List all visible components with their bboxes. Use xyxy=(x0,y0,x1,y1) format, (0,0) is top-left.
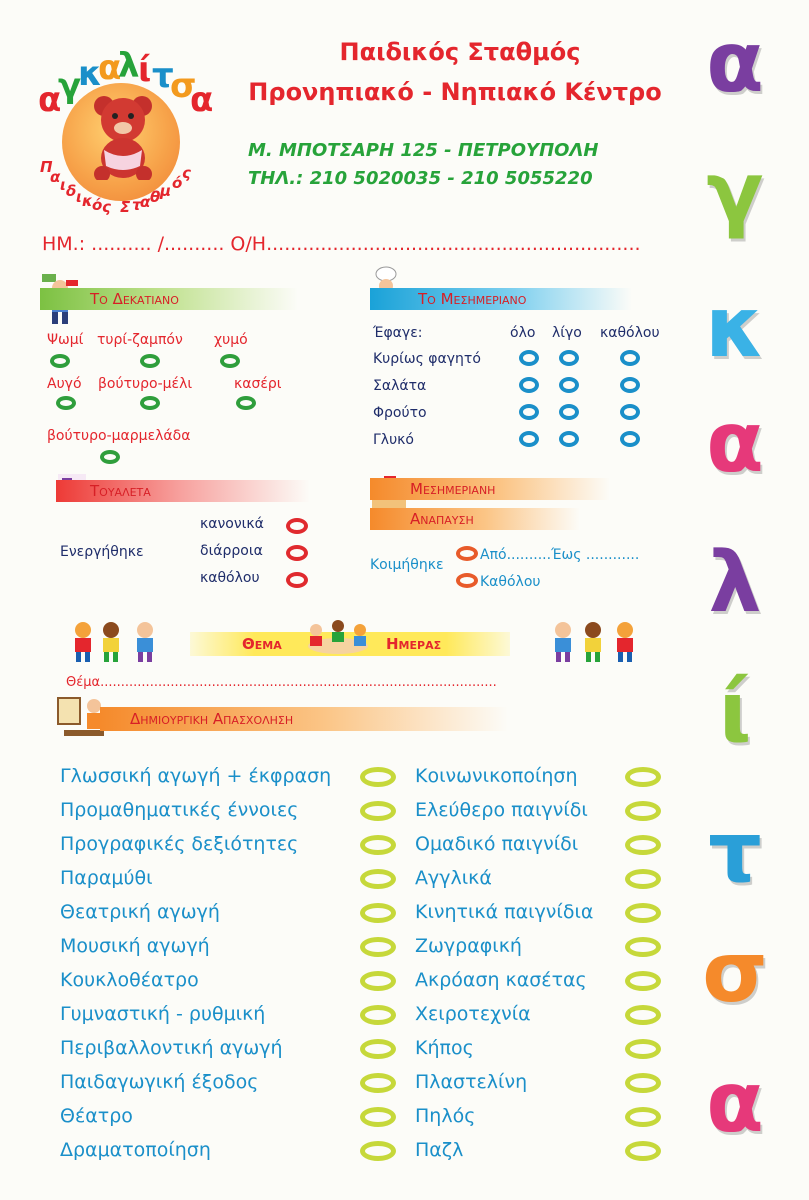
logo-sub-letter: ς xyxy=(102,198,111,216)
anapafsi-option-katholou: Καθόλου xyxy=(480,574,541,590)
logo-letter: ί xyxy=(138,50,152,90)
side-letter: α xyxy=(706,393,764,491)
thema-title-a: Θεμα xyxy=(242,635,282,653)
mesimeriano-check-frouto-ligo[interactable] xyxy=(559,404,579,420)
toualeta-option-katholou: καθόλου xyxy=(200,570,260,586)
mesimeriano-row-salata: Σαλάτα xyxy=(373,378,427,394)
activity-left-4: Θεατρική αγωγή xyxy=(60,901,220,923)
mesimeriano-title-band xyxy=(370,288,632,310)
activity-right-6: Ακρόαση κασέτας xyxy=(415,969,587,991)
dekatiano-check-xymo[interactable] xyxy=(220,354,240,368)
activity-left-6-check[interactable] xyxy=(360,971,396,991)
mesimeriano-row-frouto: Φρούτο xyxy=(373,405,427,421)
dekatiano-check-psomi[interactable] xyxy=(50,354,70,368)
dimiourgiki-title: Δημιουργικη Απασχοληση xyxy=(130,710,294,728)
side-letter: α xyxy=(706,13,764,111)
logo-letter: γ xyxy=(58,66,82,106)
activity-right-4-check[interactable] xyxy=(625,903,661,923)
logo-sub-letter: ς xyxy=(182,164,191,182)
teddy-bear-icon xyxy=(90,92,156,180)
side-letter: τ xyxy=(708,803,762,901)
logo-sub-letter: θ xyxy=(150,188,161,206)
activity-right-7-check[interactable] xyxy=(625,1005,661,1025)
thema-line[interactable]: Θέμα................................................................................................ xyxy=(66,675,497,690)
kid-icon xyxy=(68,620,98,664)
mesimeriano-ate-label: Έφαγε: xyxy=(373,325,423,341)
logo-letter: α xyxy=(190,80,214,120)
logo-letter: λ xyxy=(118,46,140,86)
side-letter: κ xyxy=(705,278,765,376)
dekatiano-check-voutyro-meli[interactable] xyxy=(140,396,160,410)
activity-left-4-check[interactable] xyxy=(360,903,396,923)
toualeta-option-kanonika: κανονικά xyxy=(200,516,264,532)
activity-right-3-check[interactable] xyxy=(625,869,661,889)
logo-sub-letter: ι xyxy=(76,188,82,206)
logo-letter: σ xyxy=(170,66,197,106)
mesimeriano-row-glyko: Γλυκό xyxy=(373,432,415,448)
dekatiano-check-voutyro-marmelada[interactable] xyxy=(100,450,120,464)
logo-sub-letter: α xyxy=(140,193,151,211)
activity-right-7: Χειροτεχνία xyxy=(415,1003,531,1025)
activity-right-11: Παζλ xyxy=(415,1139,464,1161)
dekatiano-title-band xyxy=(40,288,298,310)
logo-letter: α xyxy=(38,80,62,120)
kids-at-table-icon xyxy=(298,614,378,662)
logo-sub-letter: δ xyxy=(66,182,77,200)
mesimeriano-row-kyrios: Κυρίως φαγητό xyxy=(373,351,481,367)
side-letter: γ xyxy=(706,143,764,241)
activity-right-11-check[interactable] xyxy=(625,1141,661,1161)
activity-right-10: Πηλός xyxy=(415,1105,476,1127)
logo-sub-letter: α xyxy=(50,168,61,186)
activity-left-5-check[interactable] xyxy=(360,937,396,957)
dekatiano-item-xymo: χυμό xyxy=(214,332,248,348)
dekatiano-check-avgo[interactable] xyxy=(56,396,76,410)
date-line[interactable]: ΗΜ.: .......... /.......... Ο/Η.............................................................. xyxy=(42,233,641,255)
activity-left-8: Περιβαλλοντική αγωγή xyxy=(60,1037,283,1059)
toualeta-check-diarroia[interactable] xyxy=(286,545,308,561)
activity-left-3-check[interactable] xyxy=(360,869,396,889)
logo-sub-letter: μ xyxy=(160,182,172,200)
mesimeriano-check-kyrios-ligo[interactable] xyxy=(559,350,579,366)
activity-left-2: Προγραφικές δεξιότητες xyxy=(60,833,299,855)
side-letter: ί xyxy=(718,663,752,761)
mesimeriano-check-salata-katholou[interactable] xyxy=(620,377,640,393)
dekatiano-item-tyri-zampon: τυρί-ζαμπόν xyxy=(97,332,183,348)
logo-sub-letter: ό xyxy=(172,174,183,192)
activity-left-6: Κουκλοθέατρο xyxy=(60,969,199,991)
logo-letter: α xyxy=(98,48,122,88)
mesimeriano-check-frouto-olo[interactable] xyxy=(519,404,539,420)
activity-left-1: Προμαθηματικές έννοιες xyxy=(60,799,299,821)
activity-right-10-check[interactable] xyxy=(625,1107,661,1127)
toualeta-title: Τουαλετα xyxy=(90,482,151,500)
mesimeriano-check-glyko-ligo[interactable] xyxy=(559,431,579,447)
activity-right-6-check[interactable] xyxy=(625,971,661,991)
logo-sub-letter: τ xyxy=(132,196,142,214)
mesimeriano-title: Το Μεσημεριανο xyxy=(418,290,527,308)
activity-right-8-check[interactable] xyxy=(625,1039,661,1059)
toualeta-option-diarroia: διάρροια xyxy=(200,543,263,559)
activity-right-2: Ομαδικό παιγνίδι xyxy=(415,833,579,855)
header-address: Μ. ΜΠΟΤΣΑΡΗ 125 - ΠΕΤΡΟΥΠΟΛΗ xyxy=(248,140,599,161)
logo-sub-letter: Σ xyxy=(120,198,131,216)
logo-sub-letter: κ xyxy=(82,192,93,210)
activity-right-2-check[interactable] xyxy=(625,835,661,855)
header-title-line2: Προνηπιακό - Νηπιακό Κέντρο xyxy=(248,78,662,106)
toualeta-label: Ενεργήθηκε xyxy=(60,544,144,560)
logo-sub-letter: ι xyxy=(60,176,66,194)
kid-icon xyxy=(548,620,578,664)
side-letter: λ xyxy=(708,533,762,631)
kid-icon xyxy=(610,620,640,664)
dekatiano-title: Το Δεκατιανο xyxy=(90,290,179,308)
activity-right-4: Κινητικά παιγνίδια xyxy=(415,901,594,923)
activity-left-11: Δραματοποίηση xyxy=(60,1139,211,1161)
dekatiano-item-avgo: Αυγό xyxy=(47,376,82,392)
mesimeriano-col-ligo: λίγο xyxy=(552,325,582,341)
dekatiano-item-voutyro-meli: βούτυρο-μέλι xyxy=(98,376,193,392)
anapafsi-title-band-2 xyxy=(370,508,580,530)
anapafsi-check-apo[interactable] xyxy=(456,546,478,561)
activity-right-9: Πλαστελίνη xyxy=(415,1071,528,1093)
mesimeriano-check-glyko-olo[interactable] xyxy=(519,431,539,447)
activity-left-8-check[interactable] xyxy=(360,1039,396,1059)
activity-right-0: Κοινωνικοποίηση xyxy=(415,765,578,787)
activity-right-8: Κήπος xyxy=(415,1037,474,1059)
kid-icon xyxy=(96,620,126,664)
activity-left-5: Μουσική αγωγή xyxy=(60,935,210,957)
activity-right-5: Ζωγραφική xyxy=(415,935,522,957)
activity-left-11-check[interactable] xyxy=(360,1141,396,1161)
dimiourgiki-title-band xyxy=(100,707,508,731)
anapafsi-title-line2: Αναπαυση xyxy=(410,510,474,528)
logo-letter: τ xyxy=(152,56,174,96)
mesimeriano-check-kyrios-olo[interactable] xyxy=(519,350,539,366)
kid-icon xyxy=(578,620,608,664)
activity-left-10: Θέατρο xyxy=(60,1105,133,1127)
kid-icon xyxy=(130,620,160,664)
activity-left-1-check[interactable] xyxy=(360,801,396,821)
mesimeriano-check-frouto-katholou[interactable] xyxy=(620,404,640,420)
toualeta-title-band xyxy=(56,480,310,502)
anapafsi-label: Κοιμήθηκε xyxy=(370,557,444,573)
mesimeriano-check-kyrios-katholou[interactable] xyxy=(620,350,640,366)
anapafsi-title-band-1 xyxy=(370,478,610,500)
activity-right-0-check[interactable] xyxy=(625,767,661,787)
activity-left-2-check[interactable] xyxy=(360,835,396,855)
side-letter: α xyxy=(706,1053,764,1151)
activity-left-0-check[interactable] xyxy=(360,767,396,787)
mesimeriano-check-salata-ligo[interactable] xyxy=(559,377,579,393)
mesimeriano-check-salata-olo[interactable] xyxy=(519,377,539,393)
toualeta-check-kanonika[interactable] xyxy=(286,518,308,534)
activity-left-9-check[interactable] xyxy=(360,1073,396,1093)
anapafsi-check-katholou[interactable] xyxy=(456,573,478,588)
activity-right-1-check[interactable] xyxy=(625,801,661,821)
activity-left-7-check[interactable] xyxy=(360,1005,396,1025)
mesimeriano-col-katholou: καθόλου xyxy=(600,325,660,341)
header-phone: ΤΗΛ.: 210 5020035 - 210 5055220 xyxy=(248,168,593,189)
dekatiano-item-kaseri: κασέρι xyxy=(234,376,282,392)
activity-left-0: Γλωσσική αγωγή + έκφραση xyxy=(60,765,332,787)
logo-letter: κ xyxy=(78,54,103,94)
logo-sub-letter: ό xyxy=(92,196,103,214)
thema-title-b: Ημερας xyxy=(386,635,442,653)
toualeta-check-katholou[interactable] xyxy=(286,572,308,588)
logo-sub-letter: Π xyxy=(40,158,53,176)
dekatiano-check-kaseri[interactable] xyxy=(236,396,256,410)
side-letter: σ xyxy=(702,923,768,1021)
mesimeriano-col-olo: όλο xyxy=(510,325,536,341)
activity-right-1: Ελεύθερο παιγνίδι xyxy=(415,799,588,821)
activity-right-9-check[interactable] xyxy=(625,1073,661,1093)
anapafsi-option-apo[interactable]: Από..........Έως ............ xyxy=(480,547,640,563)
activity-right-3: Αγγλικά xyxy=(415,867,492,889)
mesimeriano-check-glyko-katholou[interactable] xyxy=(620,431,640,447)
dekatiano-item-voutyro-marmelada: βούτυρο-μαρμελάδα xyxy=(47,428,191,444)
activity-left-7: Γυμναστική - ρυθμική xyxy=(60,1003,266,1025)
activity-left-3: Παραμύθι xyxy=(60,867,153,889)
activity-left-9: Παιδαγωγική έξοδος xyxy=(60,1071,259,1093)
header-title-line1: Παιδικός Σταθμός xyxy=(339,38,581,66)
anapafsi-title-line1: Μεσημεριανη xyxy=(410,480,496,498)
dekatiano-check-tyri-zampon[interactable] xyxy=(140,354,160,368)
dekatiano-item-psomi: Ψωμί xyxy=(47,332,84,348)
activity-left-10-check[interactable] xyxy=(360,1107,396,1127)
activity-right-5-check[interactable] xyxy=(625,937,661,957)
